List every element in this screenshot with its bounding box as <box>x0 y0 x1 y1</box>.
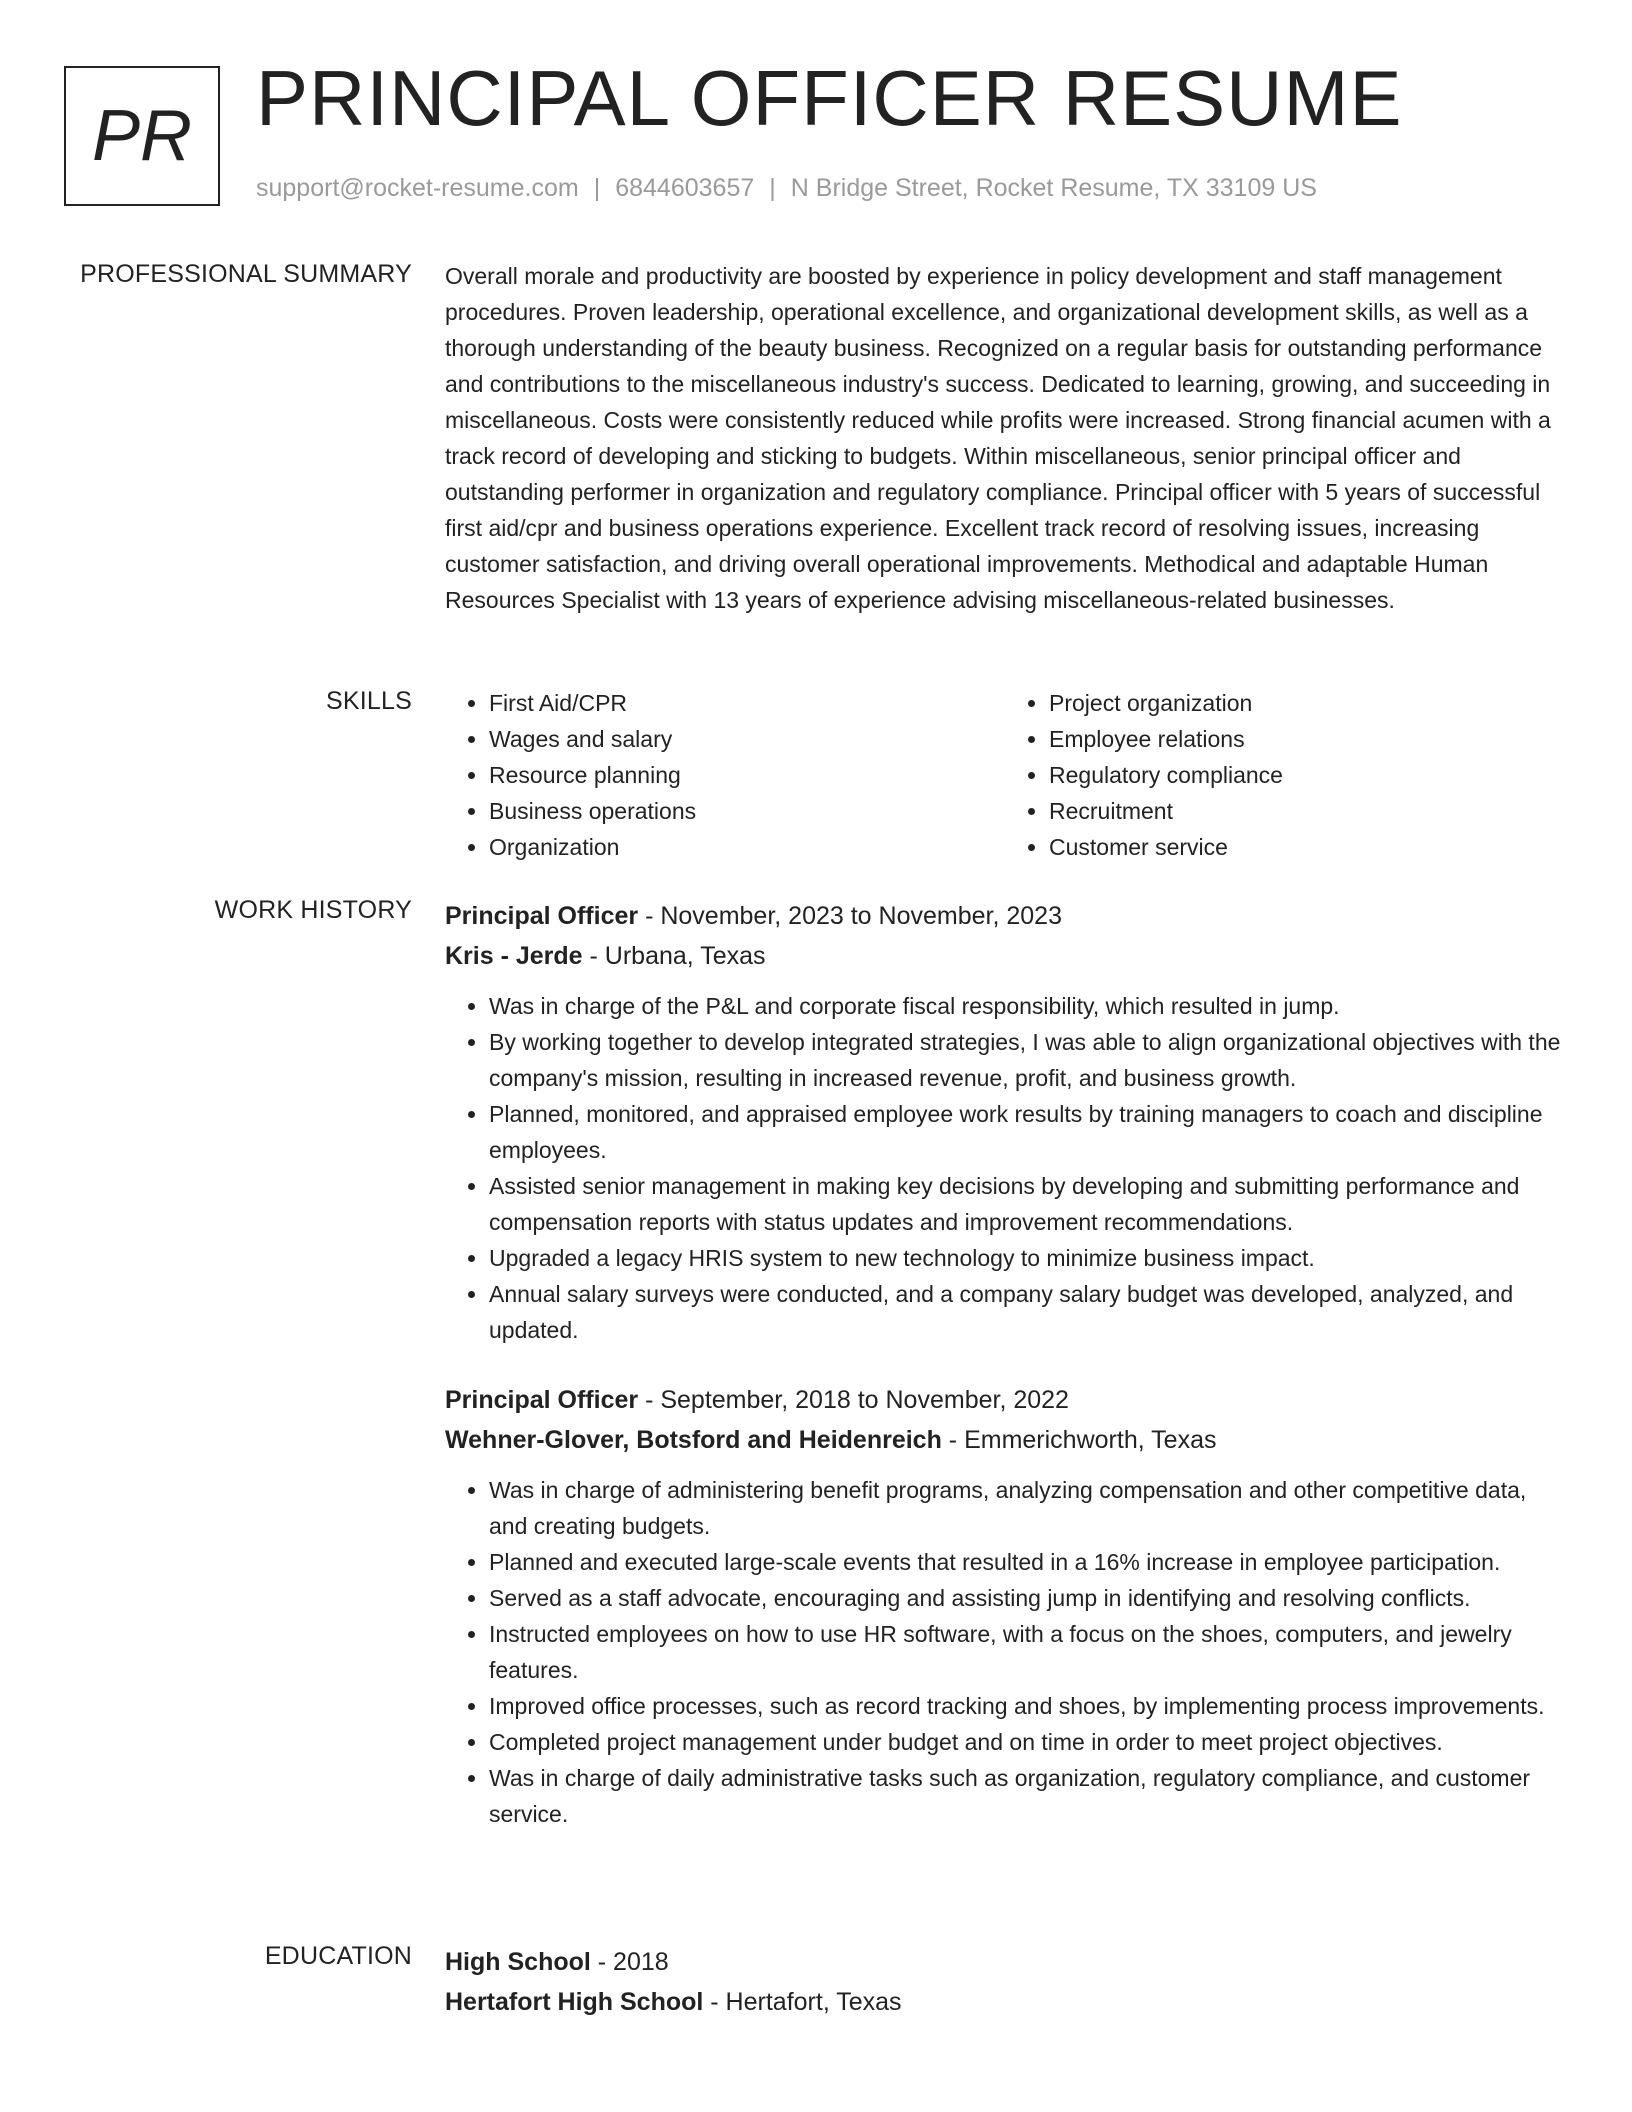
skill-item: • Regulatory compliance <box>1049 757 1565 793</box>
skill-item: • Business operations <box>489 793 1005 829</box>
job-bullet: • Improved office processes, such as record tracking and shoes, by implementing process improvements. <box>489 1688 1565 1724</box>
summary-content <box>445 258 1565 618</box>
company-name: Kris - Jerde <box>445 942 583 970</box>
job-title-line <box>445 896 1565 936</box>
job-bullet: • Served as a staff advocate, encouraging and assisting jump in identifying and resolving conflicts. <box>489 1580 1565 1616</box>
monogram-box <box>64 66 220 206</box>
education-entry <box>445 1942 1565 2022</box>
skills-column-left <box>445 685 1005 865</box>
summary-label: PROFESSIONAL SUMMARY <box>80 260 412 288</box>
job-bullet: • Assisted senior management in making key decisions by developing and submitting performance and compensation reports with status updates and improvement recommendations. <box>489 1168 1565 1240</box>
job-entry <box>445 896 1565 1348</box>
education-location: - Hertafort, Texas <box>703 1988 902 2016</box>
company-line <box>445 1420 1565 1460</box>
job-bullets <box>445 1472 1565 1832</box>
job-bullet: • Was in charge of daily administrative tasks such as organization, regulatory compliance, and customer service. <box>489 1760 1565 1832</box>
job-bullets <box>445 988 1565 1348</box>
job-bullet: • Annual salary surveys were conducted, and a company salary budget was developed, analyzed, and updated. <box>489 1276 1565 1348</box>
resume-title: PRINCIPAL OFFICER RESUME <box>256 54 1403 142</box>
skill-item: • First Aid/CPR <box>489 685 1005 721</box>
contact-address: N Bridge Street, Rocket Resume, TX 33109 US <box>790 174 1317 202</box>
company-line <box>445 936 1565 976</box>
job-bullet: • Was in charge of the P&L and corporate fiscal responsibility, which resulted in jump. <box>489 988 1565 1024</box>
job-bullet: • Planned, monitored, and appraised employee work results by training managers to coach and discipline employees. <box>489 1096 1565 1168</box>
job-bullet: • Planned and executed large-scale events that resulted in a 16% increase in employee participation. <box>489 1544 1565 1580</box>
skill-item: • Organization <box>489 829 1005 865</box>
skills-column-right <box>1005 685 1565 865</box>
company-name: Wehner-Glover, Botsford and Heidenreich <box>445 1426 942 1454</box>
job-bullet: • Upgraded a legacy HRIS system to new technology to minimize business impact. <box>489 1240 1565 1276</box>
skill-item: • Customer service <box>1049 829 1565 865</box>
company-location: - Emmerichworth, Texas <box>941 1426 1217 1454</box>
contact-phone[interactable]: 6844603657 <box>615 174 755 202</box>
education-degree-line <box>445 1942 1565 1982</box>
job-bullet: • By working together to develop integrated strategies, I was able to align organizational objectives with the company's mission, resulting in increased revenue, profit, and business growth. <box>489 1024 1565 1096</box>
contact-email[interactable]: support@rocket-resume.com <box>256 174 579 202</box>
job-dates: - November, 2023 to November, 2023 <box>638 902 1062 930</box>
contact-separator: | <box>593 174 601 202</box>
education-year: - 2018 <box>590 1948 669 1976</box>
work-history-label: WORK HISTORY <box>214 896 412 924</box>
contact-line <box>256 174 1317 203</box>
education-label: EDUCATION <box>264 1942 412 1970</box>
skills-list <box>445 685 1565 865</box>
job-entry <box>445 1380 1565 1832</box>
skill-item: • Project organization <box>1049 685 1565 721</box>
job-title-line <box>445 1380 1565 1420</box>
skill-item: • Wages and salary <box>489 721 1005 757</box>
skills-label: SKILLS <box>326 687 412 715</box>
education-school-line <box>445 1982 1565 2022</box>
job-bullet: • Was in charge of administering benefit programs, analyzing compensation and other competitive data, and creating budgets. <box>489 1472 1565 1544</box>
skill-item: • Recruitment <box>1049 793 1565 829</box>
education-school: Hertafort High School <box>445 1988 704 2016</box>
monogram-initials: PR <box>91 96 193 176</box>
job-bullet: • Completed project management under budget and on time in order to meet project objectives. <box>489 1724 1565 1760</box>
job-title: Principal Officer <box>445 902 639 930</box>
job-bullet: • Instructed employees on how to use HR software, with a focus on the shoes, computers, and jewelry features. <box>489 1616 1565 1688</box>
company-location: - Urbana, Texas <box>582 942 766 970</box>
education-degree: High School <box>445 1948 591 1976</box>
contact-separator: | <box>769 174 776 202</box>
job-dates: - September, 2018 to November, 2022 <box>638 1386 1069 1414</box>
job-title: Principal Officer <box>445 1386 639 1414</box>
summary-text: Overall morale and productivity are boosted by experience in policy development and staff management procedures. Proven leadership, operational excellence, and organizational development skills, as well as a thorough understanding of the beauty business. Recognized on a regular basis for outstanding performance and contributions to the miscellaneous industry's success. Dedicated to learning, growing, and succeeding in miscellaneous. Costs were consistently reduced while profits were increased. Strong financial acumen with a track record of developing and sticking to budgets. Within miscellaneous, senior principal officer and outstanding performer in organization and regulatory compliance. Principal officer with 5 years of successful first aid/cpr and business operations experience. Excellent track record of resolving issues, increasing customer satisfaction, and driving overall operational improvements. Methodical and adaptable Human Resources Specialist with 13 years of experience advising miscellaneous-related businesses. <box>445 263 1551 613</box>
skill-item: • Resource planning <box>489 757 1005 793</box>
skill-item: • Employee relations <box>1049 721 1565 757</box>
